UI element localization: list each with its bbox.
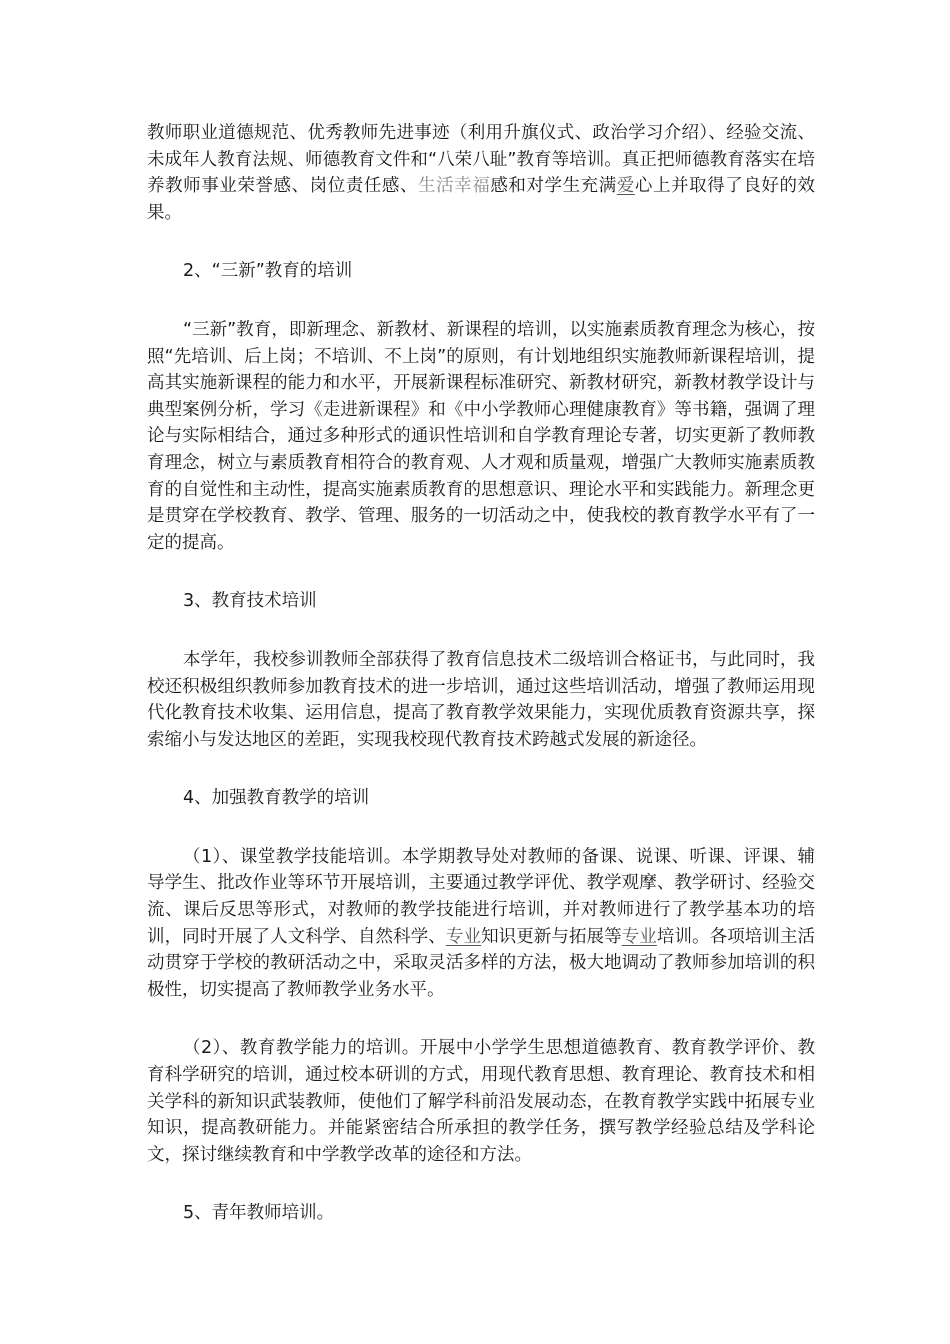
intro-text-mid: 感和对学生充满 xyxy=(490,176,617,197)
professional-link-1[interactable]: 专业 xyxy=(445,926,482,947)
section-5-heading: 5、青年教师培训。 xyxy=(183,1203,335,1224)
intro-text-start: 教师职业道德规范、优秀教师先进事迹（利用升旗仪式、政治学习介绍）、经验交流、未成年人教育法规、师德教育文件和“八荣八耻”教育等培训。真正把师德教育落实在培养教师事业荣誉感、岗位责任感、 xyxy=(147,123,815,197)
intro-text-end: 心上并取得了良好的效果。 xyxy=(147,176,816,223)
section-3-heading: 3、教育技术培训 xyxy=(183,591,317,612)
section-4-p1-end: 培训。各项培训主活动贯穿于学校的教研活动之中，采取灵活多样的方法，极大地调动了教师参加培训的积极性，切实提高了教师教学业务水平。 xyxy=(147,926,816,1000)
section-4-p1-mid: 知识更新与拓展等 xyxy=(481,926,622,947)
section-2-body: “三新”教育，即新理念、新教材、新课程的培训，以实施素质教育理念为核心，按照“先培训、后上岗；不培训、不上岗”的原则，有计划地组织实施教师新课程培训，提高其实施新课程的能力和水平，开展新课程标准研究、新教材研究，新教材教学设计与典型案例分析，学习《走进新课程》和《中小学教师心理健康教育》等书籍，强调了理论与实际相结合，通过多种形式的通识性培训和自学教育理论专著，切实更新了教师教育理念，树立与素质教育相符合的教育观、人才观和质量观，增强广大教师实施素质教育的自觉性和主动性，提高实施素质教育的思想意识、理论水平和实践能力。新理念更是贯穿在学校教育、教学、管理、服务的一切活动之中，使我校的教育教学水平有了一定的提高。 xyxy=(147,319,815,553)
section-3-body: 本学年，我校参训教师全部获得了教育信息技术二级培训合格证书，与此同时，我校还积极组织教师参加教育技术的进一步培训，通过这些培训活动，增强了教师运用现代化教育技术收集、运用信息，提高了教育教学效果能力，实现优质教育资源共享，探索缩小与发达地区的差距，实现我校现代教育技术跨越式发展的新途径。 xyxy=(147,649,815,750)
section-4-paragraph-1 xyxy=(147,844,815,1004)
intro-muted-text-1: 生活幸福 xyxy=(418,176,491,197)
intro-link-love[interactable]: 爱 xyxy=(616,176,635,197)
section-2-heading: 2、“三新”教育的培训 xyxy=(183,261,353,282)
professional-link-2[interactable]: 专业 xyxy=(621,926,657,947)
section-4-p1-start: （1）、课堂教学技能培训。本学期教导处对教师的备课、说课、听课、评课、辅导学生、批改作业等环节开展培训，主要通过教学评优、教学观摩、教学研讨、经验交流、课后反思等形式，对教师的教学技能进行培训，并对教师进行了教学基本功的培训，同时开展了人文科学、自然科学、 xyxy=(147,846,815,947)
section-4-heading: 4、加强教育教学的培训 xyxy=(183,788,370,809)
document-page xyxy=(147,120,815,1227)
intro-paragraph xyxy=(147,120,815,226)
section-4-paragraph-2: （2）、教育教学能力的培训。开展中小学学生思想道德教育、教育教学评价、教育科学研究的培训，通过校本研训的方式，用现代教育思想、教育理论、教育技术和相关学科的新知识武装教师，使他们了解学科前沿发展动态，在教育教学实践中拓展专业知识，提高教研能力。并能紧密结合所承担的教学任务，撰写教学经验总结及学科论文，探讨继续教育和中学教学改革的途径和方法。 xyxy=(147,1038,815,1165)
